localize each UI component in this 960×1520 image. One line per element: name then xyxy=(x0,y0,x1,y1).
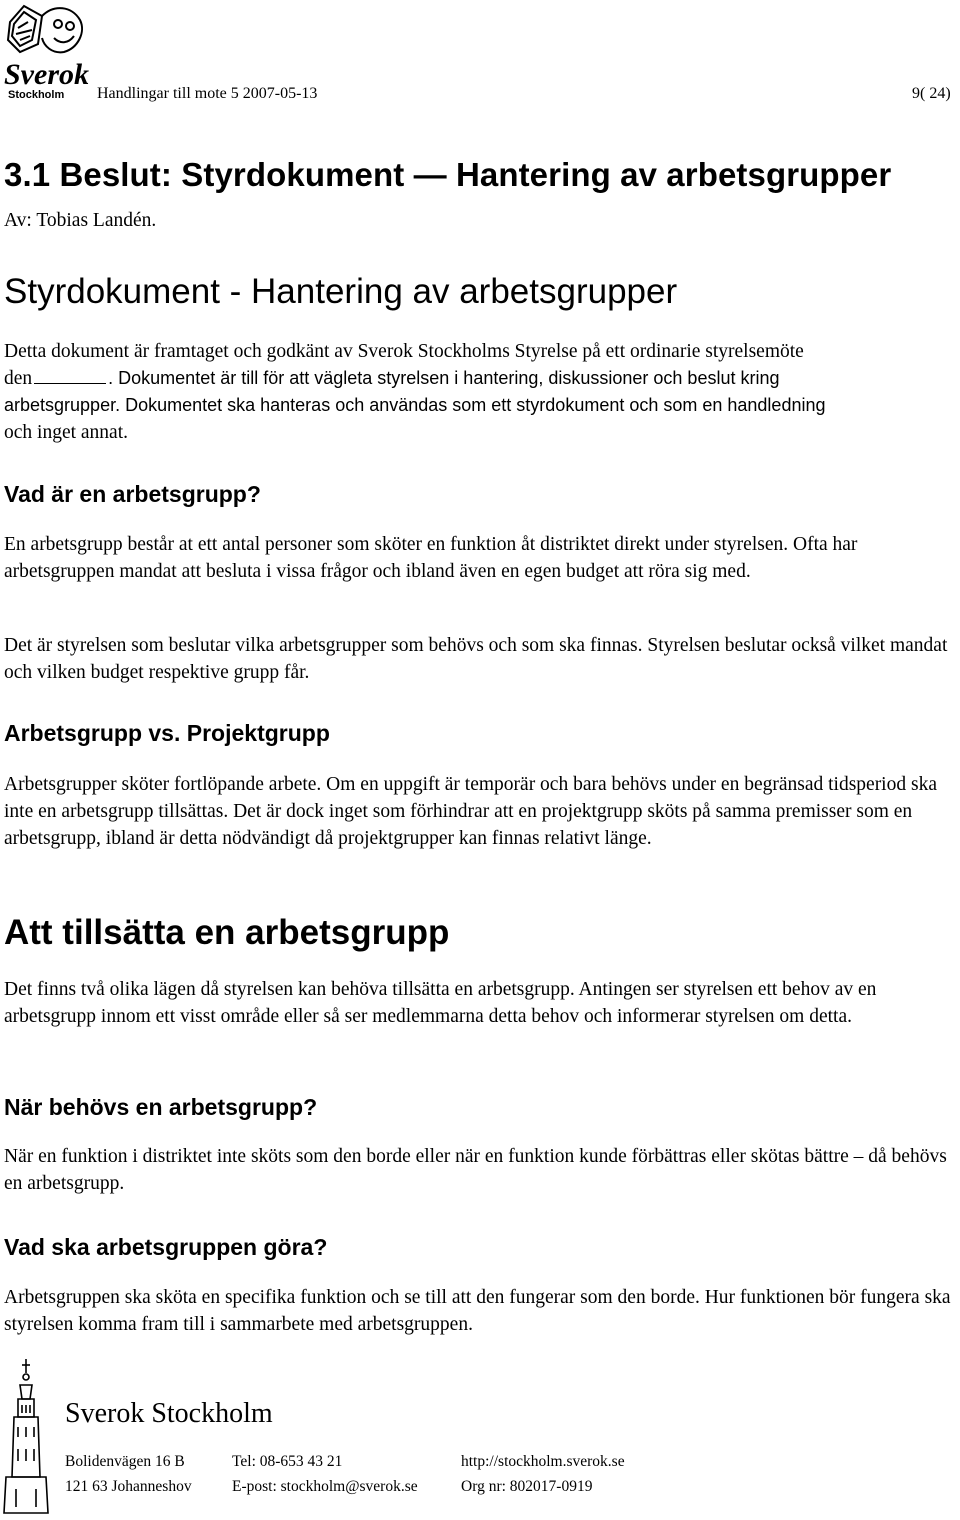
heading-att-tillsatta: Att tillsätta en arbetsgrupp xyxy=(4,913,450,952)
paragraph-arbetsgrupp-vs: Arbetsgrupper sköter fortlöpande arbete. Om en uppgift är temporär och bara behövs under en begränsad tidsperiod ska inte en arbetsgrupp tillsättas. Det är dock inget som förhindrar att en projektgrupp sköts på samma premisser som en arbetsgrupp, ibland är detta nödvändigt då projektgrupper kan finnas relativt länge. xyxy=(4,774,937,849)
section-heading: 3.1 Beslut: Styrdokument — Hantering av arbetsgrupper xyxy=(4,156,892,193)
intro-line-3: arbetsgrupper. Dokumentet ska hanteras och användas som ett styrdokument och som en handledning xyxy=(4,395,826,415)
paragraph-nar-behovs: När en funktion i distriktet inte sköts som den borde eller när en funktion kunde förbättras eller skötas bättre – då behövs en arbetsgrupp. xyxy=(4,1146,947,1194)
paragraph-vad-ska: Arbetsgruppen ska sköta en specifika funktion och se till att den fungerar som den borde. Hur funktionen bör fungera ska styrelsen komma fram till i sammarbete med arbetsgruppen. xyxy=(4,1287,951,1335)
svg-text:Sverok: Sverok xyxy=(4,58,89,91)
footer-postal: 121 63 Johanneshov xyxy=(65,1478,192,1495)
heading-vad-ska: Vad ska arbetsgruppen göra? xyxy=(4,1234,328,1260)
footer-org-name: Sverok Stockholm xyxy=(65,1398,273,1429)
intro-line-4: och inget annat. xyxy=(4,422,128,443)
intro-den: den xyxy=(4,368,33,389)
intro-line-1: Detta dokument är framtaget och godkänt av Sverok Stockholms Styrelse på ett ordinarie styrelsemöte xyxy=(4,341,804,362)
heading-vad-ar: Vad är en arbetsgrupp? xyxy=(4,481,261,507)
footer-web: http://stockholm.sverok.se xyxy=(461,1453,625,1470)
footer-address: Bolidenvägen 16 B xyxy=(65,1453,185,1470)
header-title: Handlingar till mote 5 2007-05-13 xyxy=(97,85,318,102)
paragraph-att-tillsatta: Det finns två olika lägen då styrelsen kan behöva tillsätta en arbetsgrupp. Antingen ser styrelsen ett behov av en arbetsgrupp innom ett visst område eller så ser medlemmarna detta behov och informerar styrelsen om detta. xyxy=(4,979,877,1027)
footer-email: E-post: stockholm@sverok.se xyxy=(232,1478,418,1495)
intro-line-2 xyxy=(4,365,779,392)
paragraph-vad-ar-2: Det är styrelsen som beslutar vilka arbetsgrupper som behövs och som ska finnas. Styrelsen beslutar också vilket mandat och vilken budget respektive grupp får. xyxy=(4,635,948,683)
paragraph-vad-ar-1: En arbetsgrupp består at ett antal personer som sköter en funktion åt distriktet direkt under styrelsen. Ofta har arbetsgruppen mandat att besluta i vissa frågor och ibland även en egen budget att röra sig med. xyxy=(4,534,858,582)
heading-nar-behovs: När behövs en arbetsgrupp? xyxy=(4,1094,318,1120)
section-author: Av: Tobias Landén. xyxy=(4,210,157,231)
page-number: 9( 24) xyxy=(912,85,951,102)
stockholm-city-hall-logo xyxy=(2,1357,50,1515)
document-title: Styrdokument - Hantering av arbetsgrupper xyxy=(4,272,678,311)
intro-line-2-rest: . Dokumentet är till för att vägleta styrelsen i hantering, diskussioner och beslut kring xyxy=(108,368,780,388)
footer-tel: Tel: 08-653 43 21 xyxy=(232,1453,343,1470)
date-blank-line xyxy=(34,382,106,384)
sverok-logo xyxy=(2,2,94,100)
heading-arbetsgrupp-vs-projektgrupp: Arbetsgrupp vs. Projektgrupp xyxy=(4,720,330,746)
footer-org-nr: Org nr: 802017-0919 xyxy=(461,1478,593,1495)
svg-text:Stockholm: Stockholm xyxy=(8,89,65,100)
